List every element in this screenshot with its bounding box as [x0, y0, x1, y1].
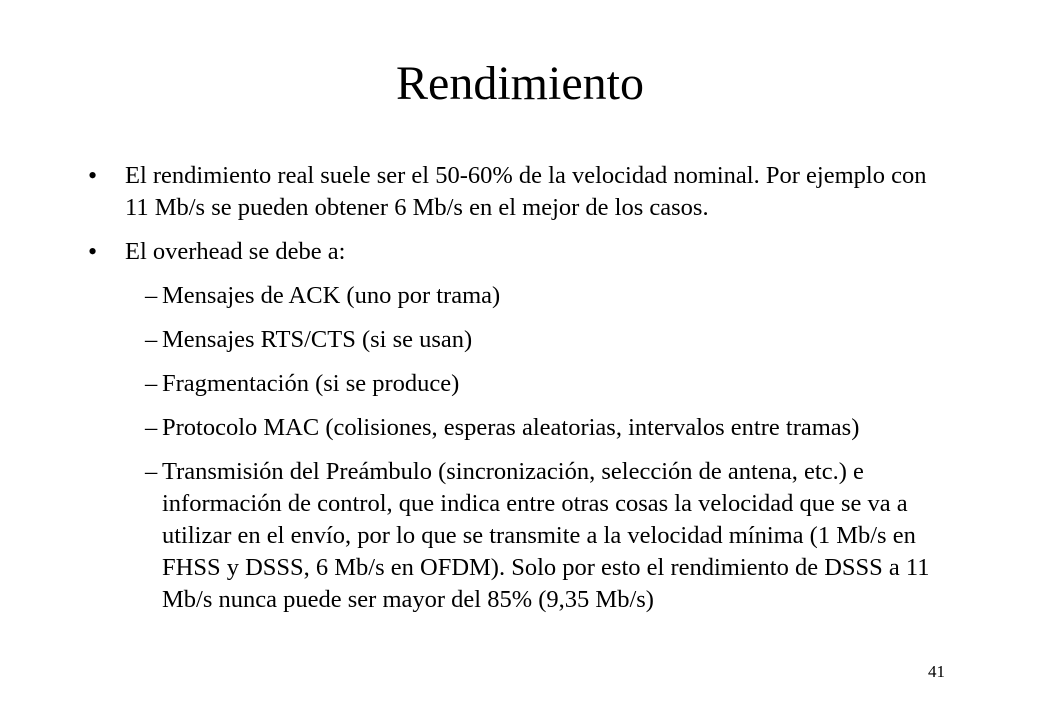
bullet-marker: • — [88, 161, 98, 190]
sub-bullet-item — [0, 368, 1040, 400]
dash-marker: – — [145, 326, 158, 353]
bullet-marker: • — [88, 237, 98, 266]
bullet-text: El rendimiento real suele ser el 50-60% de la velocidad nominal. Por ejemplo con 11 Mb/s se pueden obtener 6 Mb/s en el mejor de los casos. — [125, 162, 927, 221]
sub-bullet-text: Transmisión del Preámbulo (sincronización, selección de antena, etc.) e información de control, que indica entre otras cosas la velocidad que se va a utilizar en el envío, por lo que se transmite a la velocidad mínima (1 Mb/s en FHSS y DSSS, 6 Mb/s en OFDM). Solo por esto el rendimiento de DSSS a 11 Mb/s nunca puede ser mayor del 85% (9,35 Mb/s) — [162, 458, 930, 613]
dash-marker: – — [145, 458, 158, 485]
page-number: 41 — [928, 662, 945, 681]
sub-bullet-text: Protocolo MAC (colisiones, esperas aleatorias, intervalos entre tramas) — [162, 414, 860, 441]
sub-bullet-text: Mensajes de ACK (uno por trama) — [162, 282, 501, 309]
sub-bullet-item — [0, 280, 1040, 312]
sub-bullet-item — [0, 324, 1040, 356]
dash-marker: – — [145, 282, 158, 309]
slide-body — [0, 160, 1040, 628]
sub-bullet-item — [0, 412, 1040, 444]
dash-marker: – — [145, 414, 158, 441]
bullet-item — [0, 236, 1040, 268]
sub-bullet-text: Mensajes RTS/CTS (si se usan) — [162, 326, 473, 353]
sub-bullet-text: Fragmentación (si se produce) — [162, 370, 460, 397]
dash-marker: – — [145, 370, 158, 397]
bullet-text: El overhead se debe a: — [125, 238, 346, 265]
slide-title: Rendimiento — [396, 57, 644, 110]
sub-bullet-item — [0, 456, 1040, 616]
bullet-item — [0, 160, 1040, 224]
